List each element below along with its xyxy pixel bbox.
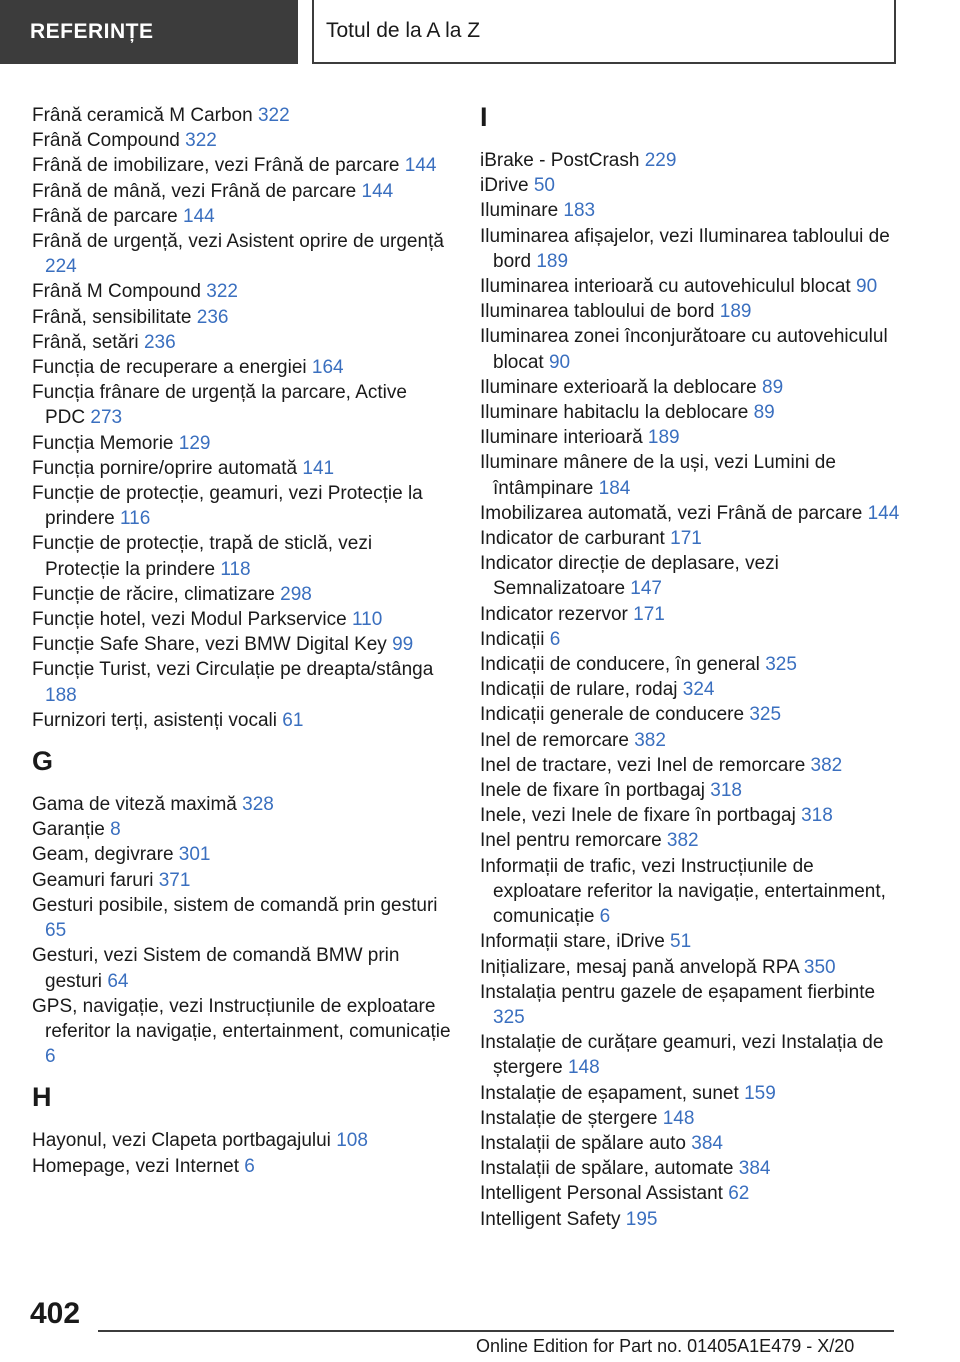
index-entry xyxy=(480,1207,900,1232)
edition-footer: Online Edition for Part no. 01405A1E479 - X/20 xyxy=(476,1336,855,1356)
index-term: Funcție Safe Share, vezi BMW Digital Key xyxy=(32,634,393,656)
index-term: Iluminarea tabloului de bord xyxy=(480,301,720,323)
index-term: Geamuri faruri xyxy=(32,869,159,891)
index-entry xyxy=(32,153,452,178)
index-entry xyxy=(32,817,452,842)
index-term: Frână de imobilizare, vezi Frână de parcare xyxy=(32,155,405,177)
index-term: Instalații de spălare auto xyxy=(480,1132,692,1154)
index-entry xyxy=(480,828,900,853)
index-entry xyxy=(480,929,900,954)
index-entry xyxy=(480,1131,900,1156)
index-entry xyxy=(32,279,452,304)
page-reference-link[interactable]: 325 xyxy=(765,654,797,676)
page-reference-link[interactable]: 328 xyxy=(242,794,274,816)
index-entry xyxy=(32,893,452,943)
index-term: Inel pentru remorcare xyxy=(480,830,667,852)
index-term: Inel de remorcare xyxy=(480,729,635,751)
index-term: Frână de mână, vezi Frână de parcare xyxy=(32,180,362,202)
index-column-right xyxy=(480,103,900,1232)
page-reference-link[interactable]: 129 xyxy=(178,432,211,454)
index-term: Instalații de spălare, automate xyxy=(480,1158,739,1180)
index-term: Iluminare interioară xyxy=(480,427,648,449)
index-entry xyxy=(480,753,900,778)
page-reference-link[interactable]: 384 xyxy=(691,1132,723,1154)
index-entry xyxy=(480,1106,900,1131)
index-entry xyxy=(480,375,900,400)
index-entry xyxy=(480,1081,900,1106)
index-entry xyxy=(32,481,452,531)
index-entry xyxy=(480,274,900,299)
page-reference-link[interactable]: 6 xyxy=(549,628,561,650)
index-term: Iluminare exterioară la deblocare xyxy=(480,376,762,398)
index-letter-heading: H xyxy=(32,1082,52,1113)
chapter-title: Totul de la A la Z xyxy=(312,0,896,64)
index-term: Informații de trafic, vezi Instrucțiunile de exploatare referitor la navigație, entertainment, comunicație xyxy=(480,855,886,928)
page-reference-link[interactable]: 188 xyxy=(45,684,77,706)
index-term: Instalație de ștergere xyxy=(480,1107,663,1129)
index-term: Instalație de curățare geamuri, vezi Instalația de ștergere xyxy=(480,1032,884,1079)
index-letter-heading: G xyxy=(32,746,54,777)
index-entry xyxy=(480,400,900,425)
index-entry xyxy=(480,1030,900,1080)
index-term: Inel de tractare, vezi Inel de remorcare xyxy=(480,754,811,776)
footer-divider xyxy=(98,1330,894,1332)
page-reference-link[interactable]: 236 xyxy=(196,306,229,328)
page-reference-link[interactable]: 324 xyxy=(682,679,715,701)
page-reference-link[interactable]: 144 xyxy=(361,180,394,202)
page-reference-link[interactable]: 318 xyxy=(801,805,833,827)
page-reference-link[interactable]: 51 xyxy=(670,931,692,953)
index-term: Gesturi posibile, sistem de comandă prin gesturi xyxy=(32,894,438,916)
page-reference-link[interactable]: 322 xyxy=(206,281,238,303)
index-term: Funcția Memorie xyxy=(32,432,179,454)
index-entry xyxy=(32,607,452,632)
index-entry xyxy=(32,229,452,279)
page-reference-link[interactable]: 298 xyxy=(280,583,312,605)
index-entry xyxy=(480,955,900,980)
index-term: Furnizori terți, asistenți vocali xyxy=(32,709,283,731)
index-entry xyxy=(32,582,452,607)
index-entry xyxy=(32,708,452,733)
page-reference-link[interactable]: 171 xyxy=(633,603,665,625)
page-reference-link[interactable]: 171 xyxy=(670,528,702,550)
page-reference-link[interactable]: 110 xyxy=(351,609,383,631)
page-reference-link[interactable]: 350 xyxy=(803,956,836,978)
index-term: Iluminare mânere de la uși, vezi Lumini de întâmpinare xyxy=(480,452,836,499)
index-term: Indicații de conducere, în general xyxy=(480,654,766,676)
index-entry xyxy=(480,1181,900,1206)
index-term: Inele, vezi Inele de fixare în portbagaj xyxy=(480,805,802,827)
page-reference-link[interactable]: 141 xyxy=(302,457,335,479)
page-reference-link[interactable]: 382 xyxy=(810,754,843,776)
page-reference-link[interactable]: 318 xyxy=(710,780,742,802)
index-term: Frână M Compound xyxy=(32,281,207,303)
page-reference-link[interactable]: 144 xyxy=(404,155,437,177)
index-entry xyxy=(32,632,452,657)
index-entry xyxy=(480,501,900,526)
page-reference-link[interactable]: 90 xyxy=(548,351,571,373)
page-reference-link[interactable]: 189 xyxy=(647,427,680,449)
index-entry xyxy=(32,128,452,153)
index-term: Hayonul, vezi Clapeta portbagajului xyxy=(32,1130,337,1152)
page-reference-link[interactable]: 273 xyxy=(90,407,123,429)
index-term: Inițializare, mesaj pană anvelopă RPA xyxy=(480,956,804,978)
index-term: Homepage, vezi Internet xyxy=(32,1155,245,1177)
index-term: Funcție de protecție, geamuri, vezi Protecție la prindere xyxy=(32,483,423,530)
page-reference-link[interactable]: 224 xyxy=(45,256,77,278)
index-entry xyxy=(32,380,452,430)
index-entry xyxy=(32,1154,452,1179)
index-term: Frână Compound xyxy=(32,130,186,152)
index-term: Indicații de rulare, rodaj xyxy=(480,679,683,701)
index-term: GPS, navigație, vezi Instrucțiunile de exploatare referitor la navigație, entertainment, comunicație xyxy=(32,995,451,1042)
index-entry xyxy=(32,431,452,456)
index-entry xyxy=(480,198,900,223)
page-reference-link[interactable]: 184 xyxy=(598,477,631,499)
index-term: Indicații xyxy=(480,628,550,650)
index-entry xyxy=(480,677,900,702)
index-term: Intelligent Safety xyxy=(480,1208,626,1230)
index-term: Gesturi, vezi Sistem de comandă BMW prin gesturi xyxy=(32,945,400,992)
index-term: Funcția pornire/oprire automată xyxy=(32,457,303,479)
index-term: Garanție xyxy=(32,819,111,841)
index-entry xyxy=(32,204,452,229)
index-term: Iluminare xyxy=(480,200,564,222)
index-term: Instalația pentru gazele de eșapament fierbinte xyxy=(480,981,876,1003)
page-reference-link[interactable]: 382 xyxy=(634,729,666,751)
page-reference-link[interactable]: 236 xyxy=(143,331,176,353)
index-entry xyxy=(480,324,900,374)
index-entry xyxy=(480,627,900,652)
page-reference-link[interactable]: 6 xyxy=(244,1155,255,1177)
index-term: Informații stare, iDrive xyxy=(480,931,671,953)
index-entry xyxy=(480,551,900,601)
index-entry xyxy=(32,792,452,817)
page-reference-link[interactable]: 382 xyxy=(666,830,699,852)
index-entry xyxy=(480,299,900,324)
page-reference-link[interactable]: 325 xyxy=(493,1006,525,1028)
page-reference-link[interactable]: 322 xyxy=(185,130,217,152)
index-term: Indicator rezervor xyxy=(480,603,634,625)
page-reference-link[interactable]: 8 xyxy=(110,819,121,841)
page-reference-link[interactable]: 183 xyxy=(563,200,596,222)
index-term: Funcția frânare de urgență la parcare, Active PDC xyxy=(32,382,407,429)
index-term: Frână de parcare xyxy=(32,205,184,227)
page-reference-link[interactable]: 6 xyxy=(45,1046,56,1068)
page-reference-link[interactable]: 195 xyxy=(625,1208,658,1230)
page-reference-link[interactable]: 189 xyxy=(536,250,569,272)
index-entry xyxy=(480,702,900,727)
index-term: Iluminarea zonei înconjurătoare cu autovehiculul blocat xyxy=(480,326,888,373)
index-term: Funcție de protecție, trapă de sticlă, vezi Protecție la prindere xyxy=(32,533,373,580)
page-reference-link[interactable]: 159 xyxy=(744,1082,776,1104)
index-entry xyxy=(32,994,452,1070)
index-term: Iluminarea interioară cu autovehiculul blocat xyxy=(480,276,856,298)
index-term: Frână, sensibilitate xyxy=(32,306,197,328)
page-reference-link[interactable]: 50 xyxy=(533,175,555,197)
index-term: Iluminare habitaclu la deblocare xyxy=(480,402,754,424)
page-reference-link[interactable]: 99 xyxy=(392,634,414,656)
index-term: Indicații generale de conducere xyxy=(480,704,750,726)
page-reference-link[interactable]: 322 xyxy=(257,105,290,126)
index-entry xyxy=(480,173,900,198)
page-reference-link[interactable]: 65 xyxy=(45,920,67,942)
index-entry xyxy=(32,179,452,204)
page-reference-link[interactable]: 62 xyxy=(728,1183,750,1205)
page-reference-link[interactable]: 61 xyxy=(282,709,304,731)
page-reference-link[interactable]: 301 xyxy=(178,844,211,866)
index-entry xyxy=(32,657,452,707)
index-entry xyxy=(32,943,452,993)
page-reference-link[interactable]: 118 xyxy=(220,558,251,580)
index-entry xyxy=(480,148,900,173)
index-term: Frână, setări xyxy=(32,331,144,353)
index-term: iDrive xyxy=(480,175,534,197)
page-reference-link[interactable]: 108 xyxy=(336,1130,368,1152)
index-entry xyxy=(32,842,452,867)
index-term: Gama de viteză maximă xyxy=(32,794,243,816)
index-term: Funcția de recuperare a energiei xyxy=(32,357,312,379)
page-reference-link[interactable]: 90 xyxy=(856,276,878,298)
index-term: Indicator de carburant xyxy=(480,528,671,550)
index-entry xyxy=(480,450,900,500)
index-letter-heading: I xyxy=(480,102,488,132)
index-entry xyxy=(480,526,900,551)
page-reference-link[interactable]: 189 xyxy=(719,301,752,323)
index-entry xyxy=(480,854,900,930)
page-reference-link[interactable]: 325 xyxy=(749,704,782,726)
index-entry xyxy=(480,224,900,274)
index-term: Instalație de eșapament, sunet xyxy=(480,1082,745,1104)
page-reference-link[interactable]: 371 xyxy=(158,869,191,891)
page-reference-link[interactable]: 89 xyxy=(762,376,784,398)
index-entry xyxy=(480,728,900,753)
page-reference-link[interactable]: 64 xyxy=(107,970,129,992)
index-term: Funcție Turist, vezi Circulație pe dreapta/stânga xyxy=(32,659,434,681)
index-entry xyxy=(480,1156,900,1181)
index-entry xyxy=(480,778,900,803)
page-reference-link[interactable]: 147 xyxy=(630,578,662,600)
page-reference-link[interactable]: 89 xyxy=(753,402,775,424)
index-term: Funcție hotel, vezi Modul Parkservice xyxy=(32,609,352,631)
page-number: 402 xyxy=(30,1297,81,1330)
index-term: Geam, degivrare xyxy=(32,844,179,866)
index-term: Frână ceramică M Carbon xyxy=(32,105,258,126)
index-term: iBrake - PostCrash xyxy=(480,150,645,171)
index-entry xyxy=(32,531,452,581)
index-entry xyxy=(32,355,452,380)
section-tab: REFERINȚE xyxy=(0,0,298,64)
index-column-left xyxy=(32,103,452,1179)
index-entry xyxy=(32,868,452,893)
index-entry xyxy=(480,980,900,1030)
index-term: Indicator direcție de deplasare, vezi Semnalizatoare xyxy=(480,553,779,600)
page-reference-link[interactable]: 144 xyxy=(183,205,215,227)
index-entry xyxy=(32,103,452,128)
index-entry xyxy=(32,305,452,330)
page-reference-link[interactable]: 116 xyxy=(120,508,151,530)
index-term: Frână de urgență, vezi Asistent oprire de urgență xyxy=(32,231,444,253)
index-entry xyxy=(32,330,452,355)
page-header xyxy=(0,0,960,66)
index-term: Inele de fixare în portbagaj xyxy=(480,780,711,802)
index-entry xyxy=(32,456,452,481)
page-reference-link[interactable]: 144 xyxy=(867,502,900,524)
index-term: Funcție de răcire, climatizare xyxy=(32,583,281,605)
index-term: Imobilizarea automată, vezi Frână de parcare xyxy=(480,502,868,524)
index-term: Iluminarea afișajelor, vezi Iluminarea tabloului de bord xyxy=(480,225,890,272)
page-reference-link[interactable]: 164 xyxy=(311,357,344,379)
page-reference-link[interactable]: 384 xyxy=(738,1158,771,1180)
index-entry xyxy=(480,803,900,828)
page-reference-link[interactable]: 229 xyxy=(644,150,677,171)
page-reference-link[interactable]: 148 xyxy=(567,1057,600,1079)
index-entry xyxy=(32,1128,452,1153)
index-entry xyxy=(480,425,900,450)
index-term: Intelligent Personal Assistant xyxy=(480,1183,729,1205)
index-entry xyxy=(480,602,900,627)
page-reference-link[interactable]: 6 xyxy=(599,906,611,928)
page-reference-link[interactable]: 148 xyxy=(662,1107,695,1129)
index-entry xyxy=(480,652,900,677)
